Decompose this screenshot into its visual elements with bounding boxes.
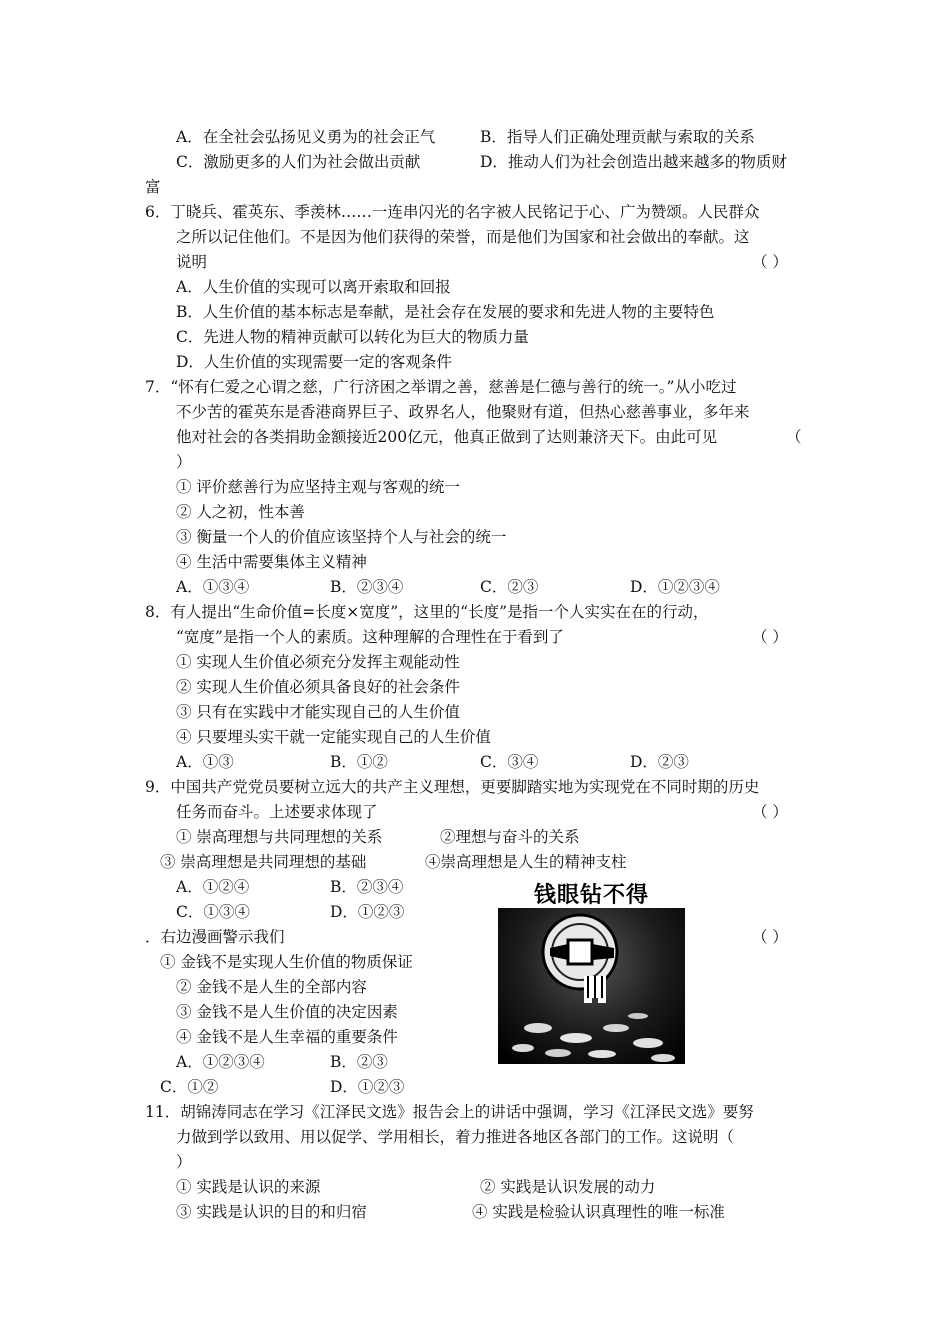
q11-stem-line-1: 11．胡锦涛同志在学习《江泽民文选》报告会上的讲话中强调，学习《江泽民文选》要努 [145, 1103, 754, 1121]
q10-statement-1: ① 金钱不是实现人生价值的物质保证 [160, 953, 413, 971]
q7-statement-3: ③ 衡量一个人的价值应该坚持个人与社会的统一 [176, 528, 507, 546]
q8-option-d: D．②③ [630, 753, 689, 771]
q10-option-c: C．①② [160, 1078, 219, 1096]
q8-statement-1: ① 实现人生价值必须充分发挥主观能动性 [176, 653, 460, 671]
q9-option-a: A．①②④ [176, 878, 250, 896]
q8-stem-line-1: 8．有人提出“生命价值=长度×宽度”，这里的“长度”是指一个人实实在在的行动， [145, 603, 709, 621]
q7-stem-line-2: 不少苦的霍英东是香港商界巨子、政界名人，他聚财有道，但热心慈善事业，多年来 [176, 403, 750, 421]
q7-stem-line-3: 他对社会的各类捐助金额接近200亿元，他真正做到了达则兼济天下。由此可见 [176, 428, 718, 446]
q5-option-a: A．在全社会弘扬见义勇为的社会正气 [176, 128, 436, 146]
q7-statement-4: ④ 生活中需要集体主义精神 [176, 553, 367, 571]
q11-statement-2: ② 实践是认识发展的动力 [480, 1178, 656, 1196]
q10-statement-2: ② 金钱不是人生的全部内容 [176, 978, 367, 996]
q9-statement-2: ②理想与奋斗的关系 [440, 828, 580, 846]
q5-option-c: C．激励更多的人们为社会做出贡献 [176, 153, 421, 171]
cartoon-image [498, 878, 685, 1064]
q10-stem-line-1: ．右边漫画警示我们 [145, 928, 285, 946]
q9-answer-bracket: （ ） [752, 803, 788, 821]
cartoon-drawing [498, 878, 685, 1064]
q6-option-d: D．人生价值的实现需要一定的客观条件 [176, 353, 452, 371]
q6-stem-line-1: 6．丁晓兵、霍英东、季羡林……一连串闪光的名字被人民铭记于心、广为赞颂。人民群众 [145, 203, 760, 221]
q11-stem-line-3: ） [176, 1153, 192, 1171]
q7-statement-1: ① 评价慈善行为应坚持主观与客观的统一 [176, 478, 460, 496]
q8-answer-bracket: （ ） [752, 628, 788, 646]
q9-statement-1: ① 崇高理想与共同理想的关系 [176, 828, 383, 846]
q9-option-c: C．①③④ [176, 903, 250, 921]
q6-stem-line-3: 说明 [176, 253, 208, 271]
q7-bracket-close: ） [176, 453, 192, 471]
q8-statement-4: ④ 只要埋头实干就一定能实现自己的人生价值 [176, 728, 491, 746]
q8-option-a: A．①③ [176, 753, 234, 771]
q11-statement-1: ① 实践是认识的来源 [176, 1178, 321, 1196]
q5-option-d: D．推动人们为社会创造出越来越多的物质财 [480, 153, 787, 171]
q6-option-c: C．先进人物的精神贡献可以转化为巨大的物质力量 [176, 328, 529, 346]
q6-stem-line-2: 之所以记住他们。不是因为他们获得的荣誉，而是他们为国家和社会做出的奉献。这 [176, 228, 750, 246]
q6-option-a: A．人生价值的实现可以离开索取和回报 [176, 278, 451, 296]
q7-option-a: A．①③④ [176, 578, 250, 596]
q7-statement-2: ② 人之初，性本善 [176, 503, 305, 521]
q11-statement-3: ③ 实践是认识的目的和归宿 [176, 1203, 367, 1221]
q7-option-c: C．②③ [480, 578, 539, 596]
q10-option-b: B．②③ [330, 1053, 388, 1071]
q7-stem-line-1: 7．“怀有仁爱之心谓之慈，广行济困之举谓之善，慈善是仁德与善行的统一。”从小吃过 [145, 378, 737, 396]
q7-bracket-open: （ [786, 428, 802, 446]
q8-statement-2: ② 实现人生价值必须具备良好的社会条件 [176, 678, 460, 696]
q7-option-d: D．①②③④ [630, 578, 720, 596]
q9-statement-3: ③ 崇高理想是共同理想的基础 [160, 853, 367, 871]
cartoon-title: 钱眼钻不得 [533, 883, 650, 908]
q9-option-b: B．②③④ [330, 878, 404, 896]
q5-option-d-wrap: 富 [145, 178, 161, 196]
q10-statement-3: ③ 金钱不是人生价值的决定因素 [176, 1003, 398, 1021]
q10-option-d: D．①②③ [330, 1078, 405, 1096]
q9-stem-line-1: 9．中国共产党党员要树立远大的共产主义理想，更要脚踏实地为实现党在不同时期的历史 [145, 778, 760, 796]
q11-statement-4: ④ 实践是检验认识真理性的唯一标准 [472, 1203, 725, 1221]
q8-stem-line-2: “宽度”是指一个人的素质。这种理解的合理性在于看到了 [176, 628, 564, 646]
q10-statement-4: ④ 金钱不是人生幸福的重要条件 [176, 1028, 398, 1046]
q5-option-b: B．指导人们正确处理贡献与索取的关系 [480, 128, 755, 146]
q8-option-b: B．①② [330, 753, 388, 771]
q9-stem-line-2: 任务而奋斗。上述要求体现了 [176, 803, 378, 821]
q10-option-a: A．①②③④ [176, 1053, 265, 1071]
q10-answer-bracket: （ ） [752, 928, 788, 946]
q11-stem-line-2: 力做到学以致用、用以促学、学用相长，着力推进各地区各部门的工作。这说明（ [176, 1128, 735, 1146]
q9-statement-4: ④崇高理想是人生的精神支柱 [425, 853, 627, 871]
q8-option-c: C．③④ [480, 753, 539, 771]
q7-option-b: B．②③④ [330, 578, 404, 596]
q9-option-d: D．①②③ [330, 903, 405, 921]
q8-statement-3: ③ 只有在实践中才能实现自己的人生价值 [176, 703, 460, 721]
q6-answer-bracket: （ ） [752, 253, 788, 271]
q6-option-b: B．人生价值的基本标志是奉献，是社会存在发展的要求和先进人物的主要特色 [176, 303, 715, 321]
